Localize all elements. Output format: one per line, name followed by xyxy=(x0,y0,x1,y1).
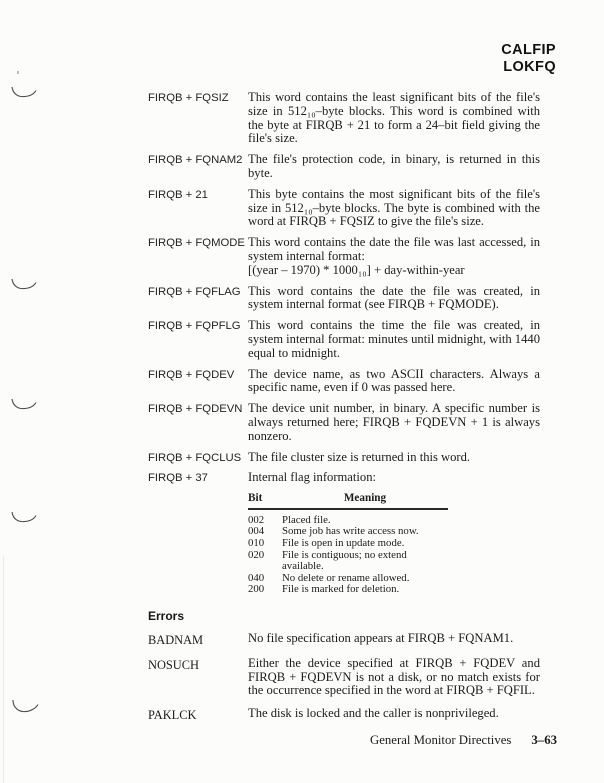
term-label: FIRQB + 21 xyxy=(148,188,208,201)
description-text: The device unit number, in binary. A specific number is always returned here; FIRQB + FQDEVN + 1 is always nonzero. xyxy=(248,401,540,443)
running-head-line1: CALFIP xyxy=(501,42,556,58)
internal-flag-table xyxy=(248,493,448,596)
definition-row xyxy=(148,402,540,443)
term-label: FIRQB + 37 xyxy=(148,472,208,485)
flag-bit: 004 xyxy=(248,525,265,538)
error-code: NOSUCH xyxy=(148,657,199,672)
flag-table-header-meaning: Meaning xyxy=(282,493,448,509)
flag-bit: 002 xyxy=(248,513,265,526)
date-format-formula: [(year – 1970) * 1000₁₀] + day-within-year xyxy=(248,262,465,277)
error-row xyxy=(148,657,540,698)
scan-edge-streak xyxy=(3,556,4,783)
footer-page-number: 3–63 xyxy=(531,733,557,747)
error-description: Either the device specified at FIRQB + FQDEV and FIRQB + FQDEVN is not a disk, or no match exists for the occurrence specified in the word at FIRQB + FQFIL. xyxy=(248,655,540,698)
error-description: No file specification appears at FIRQB + FQNAM1. xyxy=(248,630,514,645)
flag-table-row xyxy=(248,538,448,550)
definition-row xyxy=(148,236,540,277)
term-description xyxy=(248,368,540,396)
margin-tick-mark xyxy=(10,84,38,100)
running-head xyxy=(501,42,556,76)
description-text: Internal flag information: xyxy=(248,470,376,485)
term-description xyxy=(248,402,540,443)
flag-meaning: File is contiguous; no extend available. xyxy=(282,548,407,573)
description-text: This word contains the least significant bits of the file's size in 512₁₀–byte blocks. This word is combined with the byte at FIRQB + 21 to form a 24–bit field giving the file's size. xyxy=(248,90,540,146)
flag-table-row xyxy=(248,509,448,527)
term-description xyxy=(248,319,540,360)
term-label: FIRQB + FQMODE xyxy=(148,237,245,250)
margin-tick-mark xyxy=(10,509,38,525)
description-text: The file's protection code, in binary, is returned in this byte. xyxy=(248,152,540,180)
flag-table-row xyxy=(248,550,448,573)
definition-row xyxy=(148,188,540,229)
page-body xyxy=(148,91,540,732)
term-description xyxy=(248,451,540,465)
margin-tick-mark xyxy=(10,276,38,292)
term-description xyxy=(248,471,540,596)
flag-bit: 020 xyxy=(248,548,265,561)
description-text: This word contains the date the file was created, in system internal format (see FIRQB + FQMODE). xyxy=(248,283,540,312)
definition-row xyxy=(148,91,540,146)
flag-table-header-row xyxy=(248,493,448,509)
flag-bit: 200 xyxy=(248,583,265,596)
description-text: This word contains the date the file was last accessed, in system internal format: xyxy=(248,235,540,263)
error-row xyxy=(148,632,540,648)
description-text: This word contains the time the file was created, in system internal format: minutes until midnight, with 1440 equal to midnight. xyxy=(248,318,540,360)
error-code: PAKLCK xyxy=(148,708,197,723)
term-description xyxy=(248,236,540,277)
term-label: FIRQB + FQSIZ xyxy=(148,92,229,104)
definition-row xyxy=(148,285,540,313)
flag-bit: 040 xyxy=(248,571,265,584)
description-text: This byte contains the most significant bits of the file's size in 512₁₀–byte blocks. The byte is combined with the word at FIRQB + FQSIZ to give the file's size. xyxy=(248,186,540,229)
term-description xyxy=(248,285,540,313)
error-description: The disk is locked and the caller is nonprivileged. xyxy=(248,706,499,721)
definition-row xyxy=(148,153,540,181)
flag-meaning: Some job has write access now. xyxy=(282,525,419,538)
definition-row xyxy=(148,368,540,396)
term-label: FIRQB + FQDEVN xyxy=(148,403,243,416)
term-label: FIRQB + FQPFLG xyxy=(148,320,241,333)
flag-meaning: No delete or rename allowed. xyxy=(282,571,410,584)
term-description xyxy=(248,188,540,229)
scan-speck xyxy=(17,71,19,74)
term-label: FIRQB + FQCLUS xyxy=(148,451,242,464)
definition-row xyxy=(148,319,540,360)
error-row xyxy=(148,707,540,723)
margin-tick-mark xyxy=(10,697,40,715)
term-label: FIRQB + FQDEV xyxy=(148,368,235,381)
page-footer xyxy=(370,733,557,748)
footer-chapter-title: General Monitor Directives xyxy=(369,733,512,747)
error-code: BADNAM xyxy=(148,632,204,647)
term-description xyxy=(248,153,540,181)
definition-row xyxy=(148,471,540,596)
definition-row xyxy=(148,451,540,465)
flag-meaning: File is marked for deletion. xyxy=(282,583,400,596)
flag-table-row xyxy=(248,584,448,596)
term-label: FIRQB + FQNAM2 xyxy=(148,154,243,167)
running-head-line2: LOKFQ xyxy=(503,59,556,75)
flag-meaning: Placed file. xyxy=(282,513,331,526)
description-text: The device name, as two ASCII characters. Always a specific name, even if 0 was passed here. xyxy=(248,366,540,395)
description-text: The file cluster size is returned in this word. xyxy=(248,449,471,464)
flag-bit: 010 xyxy=(248,536,265,549)
term-label: FIRQB + FQFLAG xyxy=(148,285,241,298)
flag-table-header-bit: Bit xyxy=(248,493,282,509)
margin-tick-mark xyxy=(10,396,38,412)
flag-meaning: File is open in update mode. xyxy=(282,536,405,549)
term-description xyxy=(248,91,540,146)
errors-section-heading: Errors xyxy=(148,608,185,623)
